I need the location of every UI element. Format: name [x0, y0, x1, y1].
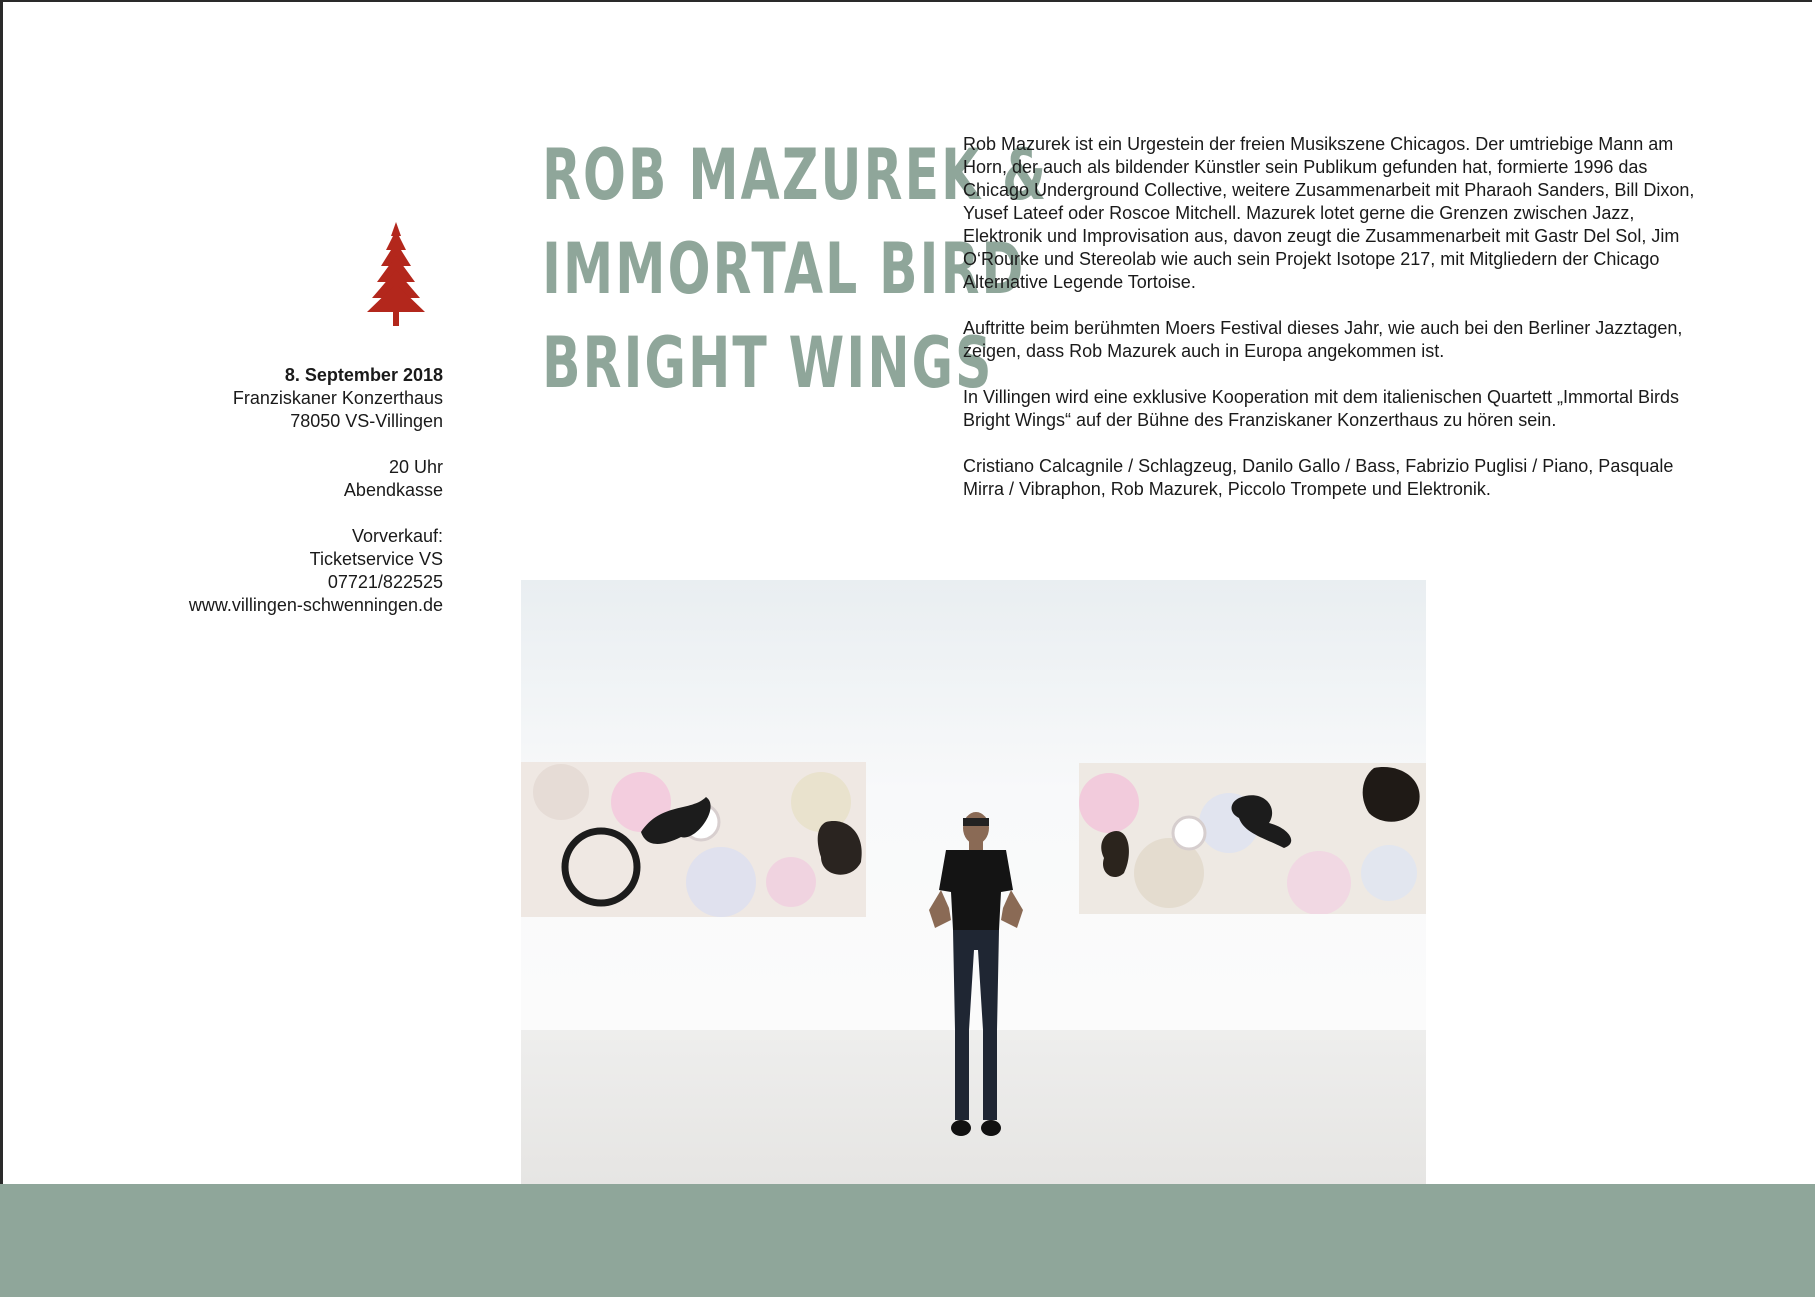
event-info — [123, 364, 443, 640]
event-title — [542, 128, 1049, 410]
article-body — [963, 133, 1703, 524]
presale-label: Vorverkauf: — [351, 526, 443, 546]
person-figure — [921, 810, 1031, 1142]
title-line-3: BRIGHT WINGS — [542, 322, 994, 404]
paragraph-festivals: Auftritte beim berühmten Moers Festival dieses Jahr, wie auch bei den Berliner Jazztagen, zeigen, dass Rob Mazurek auch in Europa angekommen ist. — [963, 318, 1683, 361]
event-date: 8. September 2018 — [284, 365, 443, 385]
presale-phone: 07721/822525 — [327, 572, 443, 592]
title-line-1: ROB MAZUREK & — [542, 134, 1049, 216]
paragraph-intro: Rob Mazurek ist ein Urgestein der freien Musikszene Chicagos. Der umtriebige Mann am Horn, der auch als bildender Künstler sein Publikum gefunden hat, formierte 1996 das Chicago Underground Collective, weitere Zusammenarbeit mit Pharaoh Sanders, Bill Dixon, Yusef Lateef oder Roscoe Mitchell. Mazurek lotet gerne die Grenzen zwischen Jazz, Elektronik und Improvisation aus, davon zeugt die Zusammenarbeit mit Gastr Del Sol, Jim O‘Rourke und Stereolab wie auch sein Projekt Isotope 217, mit Mitgliedern der Chicago Alternative Legende Tortoise. — [963, 134, 1695, 292]
event-city: 78050 VS-Villingen — [290, 411, 443, 431]
title-line-2: IMMORTAL BIRD — [542, 228, 1026, 310]
event-time: 20 Uhr — [388, 457, 443, 477]
presale-service: Ticketservice VS — [309, 549, 443, 569]
event-box-office: Abendkasse — [343, 480, 443, 500]
paragraph-lineup: Cristiano Calcagnile / Schlagzeug, Danilo Gallo / Bass, Fabrizio Puglisi / Piano, Pasquale Mirra / Vibraphon, Rob Mazurek, Piccolo Trompete und Elektronik. — [963, 456, 1674, 499]
painting-right — [1079, 763, 1426, 914]
event-website-link[interactable]: www.villingen-schwenningen.de — [188, 595, 443, 615]
paragraph-cooperation: In Villingen wird eine exklusive Kooperation mit dem italienischen Quartett „Immortal Birds Bright Wings“ auf der Bühne des Franziskaner Konzerthaus zu hören sein. — [963, 387, 1679, 430]
artist-photo — [521, 580, 1426, 1184]
painting-left — [521, 762, 866, 917]
footer-bar — [0, 1184, 1815, 1297]
event-venue: Franziskaner Konzerthaus — [232, 388, 443, 408]
pine-tree-icon — [367, 222, 425, 326]
